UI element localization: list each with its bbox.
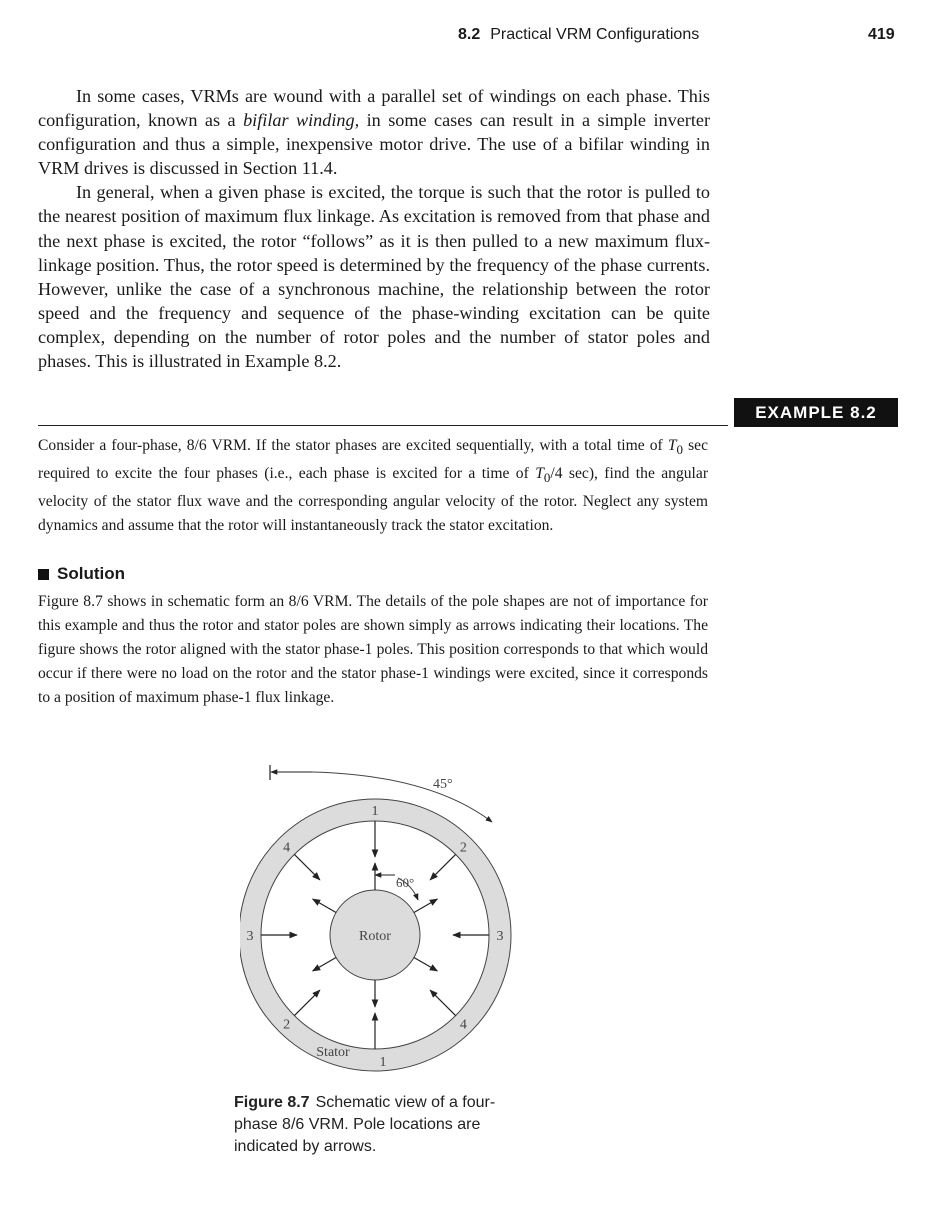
- pole-label: 4: [283, 840, 291, 856]
- stator-label: Stator: [316, 1045, 350, 1060]
- solution-text: Figure 8.7 shows in schematic form an 8/6 VRM. The details of the pole shapes are not of importance for this example and thus the rotor and stator poles are shown simply as arrows indicating their locations. The figure shows the rotor aligned with the stator phase-1 poles. This position corresponds to that which would occur if there were no load on the rotor and the stator phase-1 windings were excited, since it corresponds to a position of maximum phase-1 flux linkage.: [38, 593, 708, 706]
- rotor-label: Rotor: [359, 929, 391, 944]
- pole-label: 3: [496, 929, 504, 944]
- pole-label: 3: [246, 929, 254, 944]
- square-bullet-icon: [38, 569, 49, 580]
- section-title: Practical VRM Configurations: [490, 26, 700, 43]
- example-badge: EXAMPLE 8.2: [734, 398, 898, 427]
- paragraph-bifilar: In some cases, VRMs are wound with a parallel set of windings on each phase. This configuration, known as a bifilar winding, in some cases can result in a simple inverter configuration and thus a simple, inexpensive motor drive. The use of a bifilar winding in VRM drives is discussed in Section 11.4.: [38, 86, 711, 179]
- angle-45-label: 45°: [433, 777, 453, 792]
- running-head: [458, 26, 699, 44]
- paragraph-rotor-following: In general, when a given phase is excited, the torque is such that the rotor is pulled to the nearest position of maximum flux linkage. As excitation is removed from that phase and the next phase is excited, the rotor “follows” as it is then pulled to a new maximum flux-linkage position. Thus, the rotor speed is determined by the frequency of the phase currents. However, unlike the case of a synchronous machine, the relationship between the rotor speed and the frequency and sequence of the phase-winding excitation can be quite complex, depending on the number of rotor poles and the number of stator poles and phases. This is illustrated in Example 8.2.: [38, 182, 710, 372]
- bifilar-term: bifilar winding,: [243, 110, 360, 131]
- pole-label: 2: [283, 1017, 291, 1033]
- pole-label: 2: [459, 840, 467, 856]
- solution-heading: Solution: [38, 564, 125, 584]
- section-number: 8.2: [458, 26, 481, 43]
- vrm-schematic-figure: [240, 760, 530, 1090]
- page-number: 419: [868, 26, 895, 43]
- figure-caption: Figure 8.7 Schematic view of a four-phase 8/6 VRM. Pole locations are indicated by arrows.: [234, 1094, 496, 1155]
- pole-label: 4: [459, 1017, 467, 1033]
- pole-label: 1: [371, 804, 379, 819]
- angle-60-label: 60°: [396, 875, 415, 890]
- intro-text: [38, 84, 710, 373]
- pole-label-bottom: 1: [379, 1055, 387, 1070]
- example-divider: [38, 425, 728, 426]
- example-problem: Consider a four-phase, 8/6 VRM. If the stator phases are excited sequentially, with a total time of $T_0$ sec required to excite the four phases (i.e., each phase is excited for a time of $T_0/4$ sec), find the angular velocity of the stator flux wave and the corresponding angular velocity of the rotor. Neglect any system dynamics and assume that the rotor will instantaneously track the stator excitation.: [38, 437, 709, 535]
